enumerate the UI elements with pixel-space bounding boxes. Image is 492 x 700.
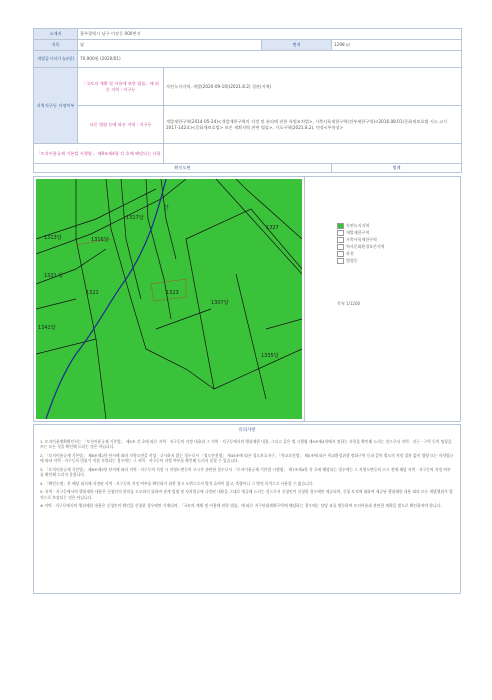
note-item: 4. 「확인도면」은 해당 필지에 지정된 지역 · 지구등의 지정 여부를 확인하기 위한 참고 도면으로서 법적 효력이 없고, 측량이나 그 밖의 목적으로 사용할 수 없습니다. <box>40 480 314 486</box>
area-value: 1298 ㎡ <box>332 40 462 51</box>
legend-caption: 범례 <box>332 164 462 173</box>
cadastral-map-svg <box>36 179 302 419</box>
map-label: 1327 <box>266 225 279 231</box>
legend-swatch <box>337 258 344 264</box>
map-section <box>33 176 461 422</box>
map-label: 1317답 <box>126 215 144 221</box>
location-value: 광주광역시 남구 이장동 000번지 <box>78 29 462 40</box>
legend-item: 자연녹지지역 <box>337 222 385 229</box>
map-label: 1307답 <box>211 300 229 306</box>
zoning-row-label: 「국토의 계획 및 이용에 관한 법률」에 따른 지역 · 지구등 <box>78 68 164 106</box>
map-label: 1316답 <box>91 237 109 243</box>
legend-swatch <box>337 223 344 229</box>
map-label: 1313답 <box>44 235 62 241</box>
note-item: 5. 지역 · 지구등에서의 행위제한 내용은 신청인의 편의를 도모하기 위하여 관계 법령 및 자치법규에 규정된 내용을 그대로 제공해 드리는 것으로서 신청인이 신청한 경우에만 제공되며, 신청 토지에 대하여 제공된 행위제한 내용 외의 모든 개발행위가 법적으로 보장되는 것은 아닙니다. <box>40 489 453 500</box>
map-scale: 축척 1/1200 <box>337 301 361 306</box>
legend-item: 법정동 <box>337 257 385 264</box>
map-label: 1335답 <box>261 353 279 359</box>
map-label: 1321 답 <box>44 273 64 279</box>
location-label: 소재지 <box>34 29 78 40</box>
legend-swatch <box>337 237 344 243</box>
legend-item: 가축사육제한구역 <box>337 236 385 243</box>
map-legend <box>304 177 461 421</box>
legend-swatch <box>337 251 344 257</box>
map-label: 산 <box>164 205 169 211</box>
map-caption: 확인도면 <box>34 164 332 173</box>
zoning-row-value: 개발제한구역(2014-05-24)<개발제한구역의 지정 및 관리에 관한 특별조치법>, 가축사육제한구역(전부제한구역)<2016.08.01(문화재보호법 시스 고시 2017-142호)<문화재보호법> 보존 계획지역 관련 법률>, 가로구역(2021.8.2), 연장<주차장> <box>164 106 462 144</box>
legend-item: 역사문화환경보존지역 <box>337 243 385 250</box>
area-label: 면적 <box>262 40 332 51</box>
land-info-table <box>33 28 462 173</box>
price-value: 70,900원 (2020/01) <box>78 51 462 68</box>
map-label: 1322 <box>86 290 99 296</box>
jimok-value: 답 <box>78 40 262 51</box>
note-item: 1. 토지이용계획확인서는 「토지이용규제 기본법」 제5조 각 호에 따른 지역 · 지구등의 지정 내용과 그 지역 · 지구등에서의 행위제한 내용, 그리고 같은 법 시행령 제9조제4항에서 정하는 사항을 확인해 드리는 것으로서 지역 · 지구 · 구역 등의 명칭을 쓰는 모든 것을 확인해 드리는 것은 아닙니다. <box>40 439 452 450</box>
regulation-value <box>164 144 462 164</box>
jimok-label: 지목 <box>34 40 78 51</box>
zoning-row-label: 다른 법령 등에 따른 지역 · 지구등 <box>78 106 164 144</box>
notes-section <box>33 424 461 594</box>
legend-swatch <box>337 230 344 236</box>
note-item: 2. 「토지이용규제 기본법」 제8조제2항 단서에 따라 지형도면을 작성 · 고시하지 않는 경우로서 「철도안전법」 제45조에 따른 철도보호지구, 「학교보건법」 제5조에 따른 학교환경위생 정화구역 등과 같이 별도의 지정 절차 없이 법령 또는 자치법규에 따라 지역 · 지구등의 범위가 직접 지정되는 경우에는 그 지역 · 지구등의 지정 여부를 확인해 드리지 못할 수 있습니다. <box>40 452 454 464</box>
map-label: 1323 <box>166 290 179 296</box>
legend-item: 하천 <box>337 250 385 257</box>
zoning-row-value: 자연녹지지역, 개발(2020-09-10)(2021.8.2) 경관(지역) <box>164 68 462 106</box>
land-use-plan-document <box>33 28 461 673</box>
note-item: ※ 지역 · 지구등에서의 행위제한 내용은 신청인이 확인을 신청한 경우에만 기재되며, 「국토의 계획 및 이용에 관한 법률」에 따른 지구단위계획구역에 해당하는 경우에는 담당 과를 방문하여 토지이용과 관련한 계획을 별도로 확인하셔야 합니다. <box>40 503 442 509</box>
legend-swatch <box>337 244 344 250</box>
notes-title: 유의사항 <box>238 428 256 433</box>
confirmation-map <box>36 179 302 419</box>
legend-item: 개발제한구역 <box>337 229 385 236</box>
regulation-label: 「토지이용규제 기본법 시행령」 제9조제4항 각 호에 해당되는 사항 <box>34 144 164 164</box>
note-item: 3. 「토지이용규제 기본법」 제8조제3항 단서에 따라 지역 · 지구등의 지정 시 지형도면등의 고시가 곤란한 경우로서 「토지이용규제 기본법 시행령」 제7조제4항 각 호에 해당되는 경우에는 그 지형도면등의 고시 전에 해당 지역 · 지구등의 지정 여부를 확인해 드리지 못합니다. <box>40 466 451 478</box>
price-label: 개별공시지가 (㎡당) <box>34 51 78 68</box>
map-label: 1341답 <box>38 325 56 331</box>
zoning-label: 지역지구등 지정여부 <box>34 68 78 144</box>
